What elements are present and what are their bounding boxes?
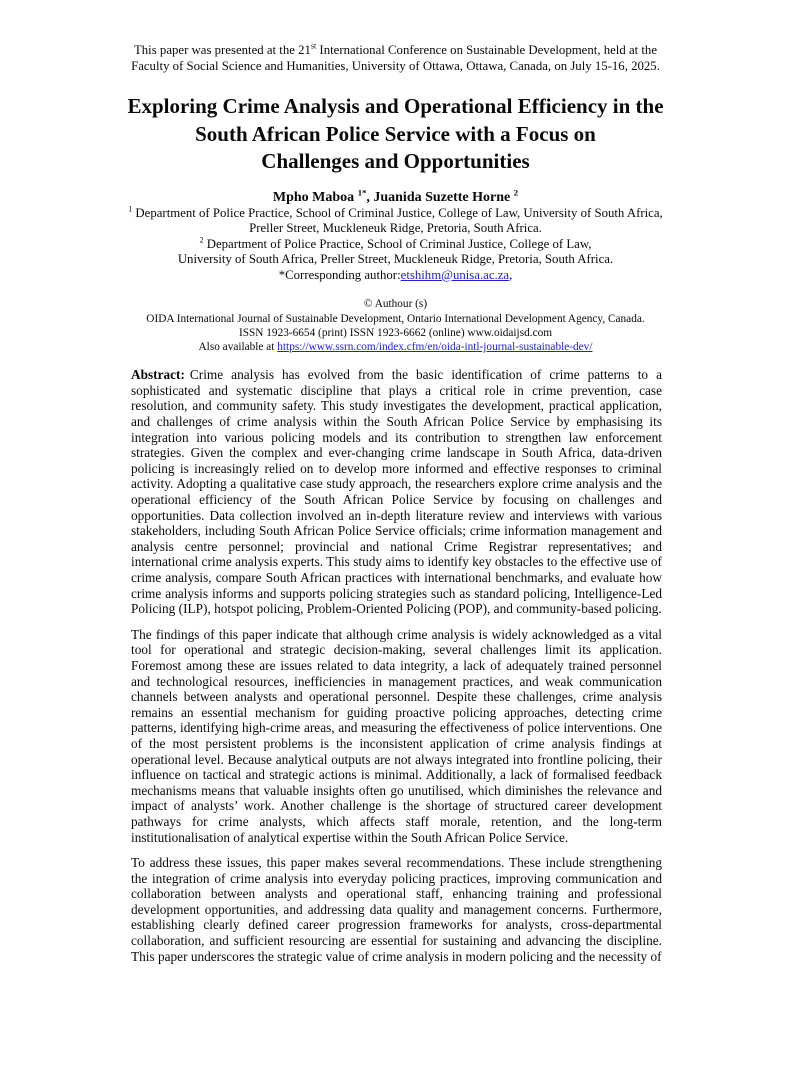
corresponding-email-link[interactable]: etshihm@unisa.ac.za — [400, 267, 510, 282]
affiliation-2-mark: 2 — [199, 235, 204, 245]
conference-note — [66, 42, 726, 74]
corresponding-author-line — [0, 268, 791, 284]
issn-line: ISSN 1923-6654 (print) ISSN 1923-6662 (online) www.oidaijsd.com — [238, 326, 553, 339]
conference-note-line1-post: International Conference on Sustainable Development, held at the — [316, 43, 658, 57]
conference-note-line1-pre: This paper was presented at the 21 — [133, 43, 311, 57]
recommendations-paragraph — [131, 855, 662, 964]
corresponding-author-label: *Corresponding author: — [278, 267, 401, 282]
corresponding-trailing: , — [509, 267, 513, 282]
affiliation-1-mark: 1 — [128, 204, 133, 214]
affiliation-1 — [0, 206, 791, 237]
authors-line — [0, 186, 791, 206]
findings-text: The findings of this paper indicate that although crime analysis is widely acknowledged as a vital tool for operational and strategic decision-making, several challenges limit its application. Foremost among these are issues related to data integrity, a lack of adequately trained personnel and technological resources, inefficiencies in management practices, and weak communication channels between analysts and operational personnel. Despite these challenges, crime analysis remains an essential mechanism for guiding proactive policing approaches, detecting crime patterns, identifying high-crime areas, and measuring the effectiveness of police interventions. One of the most persistent problems is the inconsistent application of crime analysis findings at operational level. Because analytical outputs are not always integrated into frontline policing, their influence on tactical and strategic actions is minimal. Additionally, a lack of formalised feedback mechanisms means that valuable insights often go unutilised, which diminishes the relevance and impact of analysts’ work. Another challenge is the shortage of structured career development pathways for crime analysts, which affects staff morale, retention, and the long-term institutionalisation of analytical expertise within the South African Police Service. — [131, 626, 662, 845]
affiliation-2-line1: Department of Police Practice, School of Criminal Justice, College of Law, — [203, 236, 592, 251]
author-2-affiliation-mark: 2 — [513, 186, 519, 197]
affiliation-1-line1: Department of Police Practice, School of Criminal Justice, College of Law, University of South Africa, — [132, 205, 663, 220]
paper-title-line1: Exploring Crime Analysis and Operational Efficiency in the — [127, 94, 664, 118]
author-2-name: Juanida Suzette Horne — [373, 189, 514, 205]
findings-paragraph — [131, 627, 662, 845]
publisher-block — [0, 297, 791, 354]
paper-page — [0, 42, 791, 1066]
abstract-label: Abstract: — [131, 367, 185, 383]
paper-title — [76, 93, 716, 176]
journal-line: OIDA International Journal of Sustainable Development, Ontario International Development Agency, Canada. — [146, 312, 645, 325]
abstract-text: Crime analysis has evolved from the basic identification of crime patterns to a sophisticated and systematic discipline that plays a critical role in crime prevention, case resolution, and community safety. This study investigates the development, practical application, and challenges of crime analysis within the South African Police Service by emphasising its integration into various policing models and its contribution to strengthen law enforcement strategies. Given the complex and ever-changing crime landscape in South Africa, data-driven policing is increasingly relied on to develop more informed and effective responses to criminal activity. Adopting a qualitative case study approach, the researchers explore crime analysis and the operational efficiency of the South African Police Service by focusing on challenges and opportunities. Data collection involved an in-depth literature review and interviews with various stakeholders, including South African Police Service officials; crime information management and analysis centre personnel; provincial and national Crime Registrar representatives; and international crime analysis experts. This study aims to identify key obstacles to the effective use of crime analysis, compare South African practices with international benchmarks, and evaluate how crime analysis informs and supports policing strategies such as standard policing, Intelligence-Led Policing (ILP), hotspot policing, Problem-Oriented Policing (POP), and community-based policing. — [131, 367, 662, 617]
affiliation-1-line2: Preller Street, Muckleneuk Ridge, Pretoria, South Africa. — [249, 221, 542, 236]
abstract-paragraph — [131, 367, 662, 617]
availability-prefix: Also available at — [198, 341, 278, 354]
ssrn-link[interactable]: https://www.ssrn.com/index.cfm/en/oida-intl-journal-sustainable-dev/ — [277, 341, 593, 354]
ordinal-superscript: st — [310, 41, 317, 51]
authors-separator: , — [366, 189, 374, 205]
affiliation-2 — [0, 237, 791, 268]
paper-title-line3: Challenges and Opportunities — [261, 149, 530, 173]
conference-note-line2: Faculty of Social Science and Humanities, University of Ottawa, Ottawa, Canada, on July 15-16, 2025. — [131, 59, 660, 73]
affiliation-2-line2: University of South Africa, Preller Street, Muckleneuk Ridge, Pretoria, South Africa. — [177, 252, 614, 267]
recommendations-text: To address these issues, this paper makes several recommendations. These include strengthening the integration of crime analysis into everyday policing practices, improving communication and collaboration between analysts and operational staff, enhancing training and professional development opportunities, and addressing data quality and management concerns. Furthermore, establishing clearly defined career progression frameworks for analysts, cross-departmental collaboration, and sufficient resourcing are essential for sustaining and advancing the discipline. This paper underscores the strategic value of crime analysis in modern policing and the necessity of — [131, 855, 662, 964]
paper-title-line2: South African Police Service with a Focus on — [195, 121, 596, 146]
author-1-name: Mpho Maboa — [272, 189, 358, 205]
author-1-affiliation-mark: 1* — [357, 186, 367, 197]
copyright-line: © Authour (s) — [363, 298, 428, 311]
